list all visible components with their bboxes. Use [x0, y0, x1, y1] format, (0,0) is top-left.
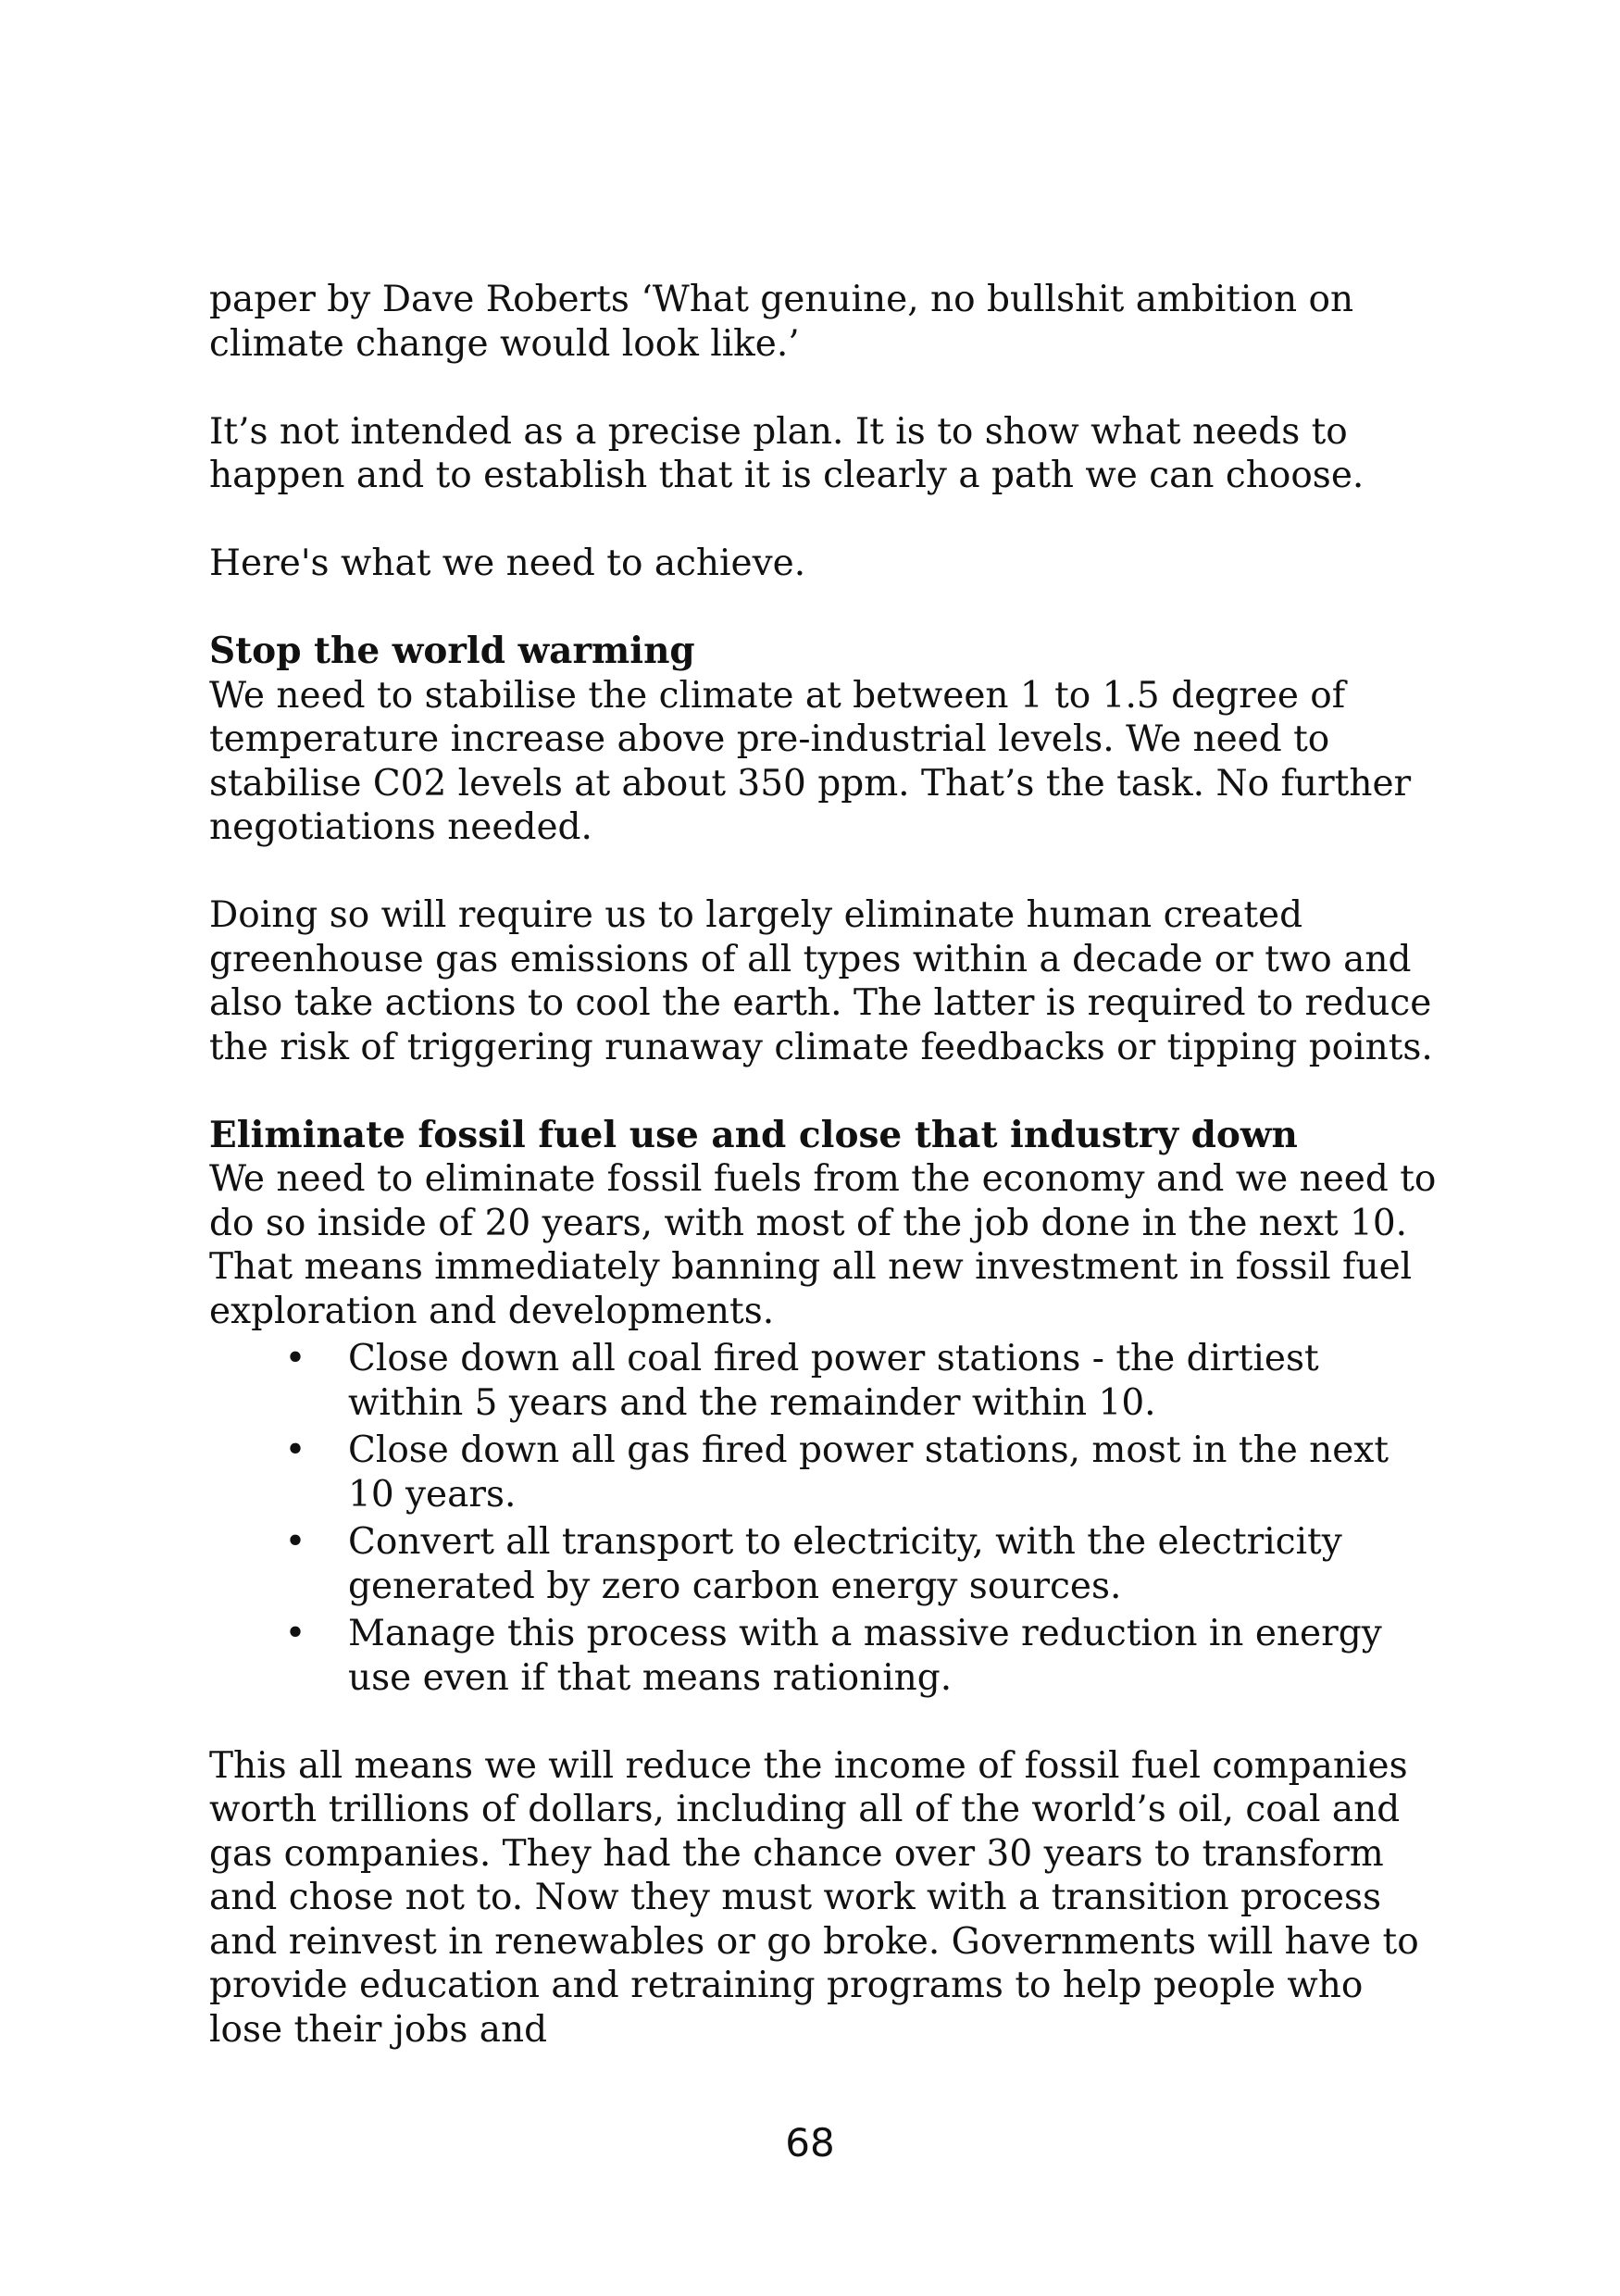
paragraph-fossil-fuel-companies: This all means we will reduce the income of fossil fuel companies worth trillions of dollars, including all of the world’s oil, coal and gas companies. They had the chance over 30 years to transform and chose not to. Now they must work with a transition process and reinvest in renewables or go broke. Governments will have to provide education and retraining programs to help people who lose their jobs and: [209, 1744, 1419, 2051]
paragraph-eliminate-emissions: Doing so will require us to largely eliminate human created greenhouse gas emissions of all types within a decade or two and also take actions to cool the earth. The latter is required to reduce the risk of triggering runaway climate feedbacks or tipping points.: [209, 894, 1433, 1068]
bullet-icon: •: [284, 1429, 306, 1471]
list-item: [209, 1429, 1440, 1516]
paragraph-stabilise-climate: We need to stabilise the climate at between 1 to 1.5 degree of temperature increase above pre-industrial levels. We need to stabilise C02 levels at about 350 ppm. That’s the task. No further negotiations needed.: [209, 674, 1412, 848]
list-item: [209, 1520, 1440, 1608]
heading-stop-warming: Stop the world warming: [209, 630, 695, 672]
bullet-icon: •: [284, 1613, 306, 1654]
bullet-icon: •: [284, 1338, 306, 1379]
bullet-list: [209, 1337, 1440, 1700]
list-item-text: Convert all transport to electricity, with the electricity generated by zero carbon energy sources.: [348, 1521, 1342, 1607]
paragraph-intro: paper by Dave Roberts ‘What genuine, no bullshit ambition on climate change would look like.’: [209, 279, 1354, 365]
list-item: [209, 1337, 1440, 1425]
list-item-text: Close down all gas fired power stations, most in the next 10 years.: [348, 1429, 1389, 1516]
heading-eliminate-fossil-fuel: Eliminate fossil fuel use and close that industry down: [209, 1113, 1298, 1156]
list-item: [209, 1612, 1440, 1700]
paragraph-purpose: It’s not intended as a precise plan. It is to show what needs to happen and to establish that it is clearly a path we can choose.: [209, 410, 1365, 496]
page-number: 68: [785, 2120, 835, 2165]
list-item-text: Manage this process with a massive reduction in energy use even if that means rationing.: [348, 1613, 1382, 1699]
list-item-text: Close down all coal fired power stations - the dirtiest within 5 years and the remainder within 10.: [348, 1338, 1319, 1424]
page-body: [209, 278, 1440, 2096]
paragraph-goal-lead: Here's what we need to achieve.: [209, 543, 806, 584]
bullet-icon: •: [284, 1521, 306, 1563]
paragraph-eliminate-fossil-fuels: We need to eliminate fossil fuels from the economy and we need to do so inside of 20 years, with most of the job done in the next 10. That means immediately banning all new investment in fossil fuel exploration and developments.: [209, 1158, 1437, 1332]
